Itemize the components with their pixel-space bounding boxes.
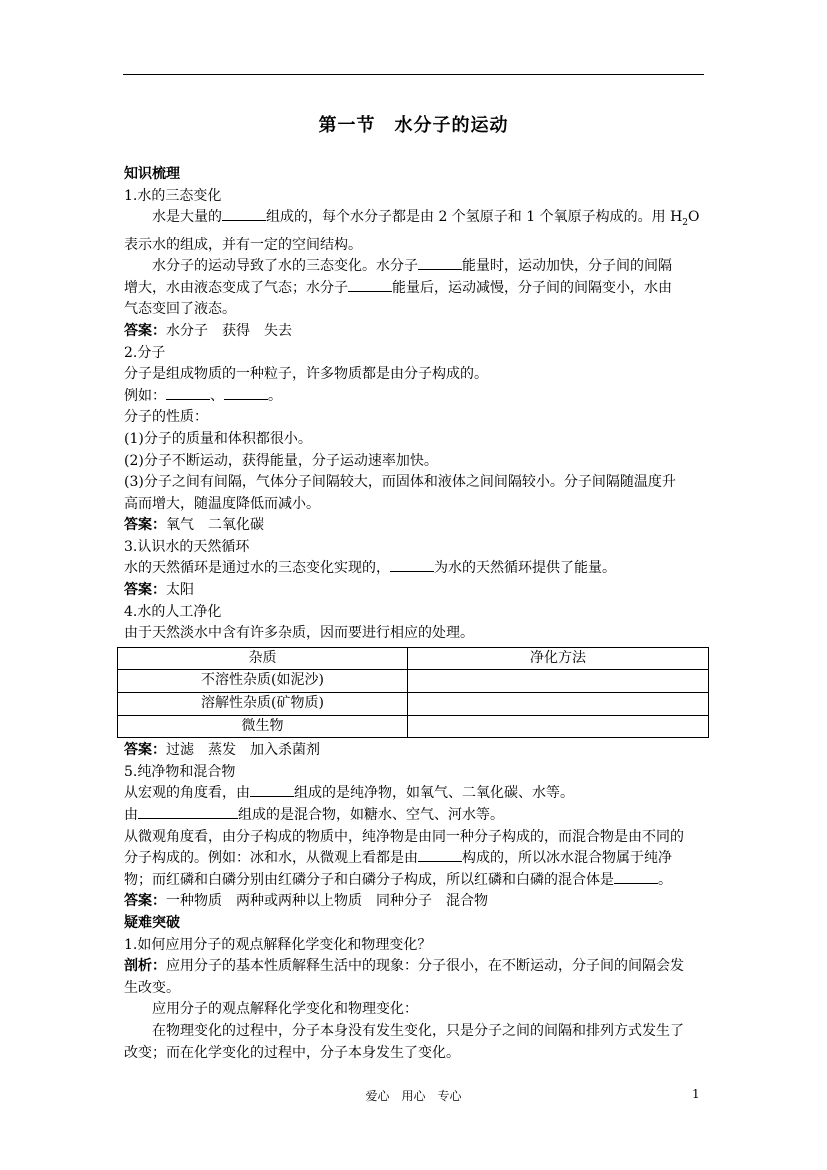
heading-3: 3.认识水的天然循环 — [124, 538, 250, 555]
fill-blank — [250, 783, 294, 797]
document-body — [124, 164, 706, 1064]
table-cell — [408, 715, 709, 738]
paragraph-11: 从宏观的角度看，由 组成的是纯净物，如氧气、二氧化碳、水等。 — [124, 785, 574, 802]
table-cell: 溶解性杂质(矿物质) — [118, 693, 408, 716]
fill-blank — [166, 386, 210, 400]
page-number: 1 — [692, 1087, 700, 1101]
paragraph-7: (2)分子不断运动，获得能量，分子运动速率加快。 — [124, 452, 438, 469]
analysis-1: 剖析：应用分子的基本性质解释生活中的现象：分子很小，在不断运动，分子间的间隔会发 — [124, 958, 684, 975]
paragraph-8-cont: 高而增大，随温度降低而减小。 — [124, 495, 320, 512]
answer-4: 答案：过滤 蒸发 加入杀菌剂 — [124, 742, 320, 759]
paragraph-13-end: 物；而红磷和白磷分别由红磷分子和白磷分子构成，所以红磷和白磷的混合体是 。 — [124, 871, 672, 888]
section-heading-difficulty: 疑难突破 — [124, 914, 180, 931]
answer-2: 答案：氧气 二氧化碳 — [124, 517, 264, 534]
question-1: 1.如何应用分子的观点解释化学变化和物理变化？ — [124, 936, 432, 953]
heading-1: 1.水的三态变化 — [124, 187, 222, 204]
table-cell — [408, 693, 709, 716]
paragraph-2-cont: 增大，水由液态变成了气态；水分子 能量后，运动减慢，分子间的间隔变小，水由 — [124, 279, 672, 296]
analysis-1-cont: 生改变。 — [124, 979, 180, 996]
answer-3: 答案：太阳 — [124, 582, 194, 599]
paragraph-4: 例如： 、 。 — [124, 387, 282, 404]
table-cell: 不溶性杂质(如泥沙) — [118, 670, 408, 693]
fill-blank — [418, 848, 462, 862]
table-cell — [408, 670, 709, 693]
paragraph-6: (1)分子的质量和体积都很小。 — [124, 430, 312, 447]
fill-blank — [222, 207, 266, 221]
paragraph-12: 由 组成的是混合物，如糖水、空气、河水等。 — [124, 807, 504, 824]
table-header-row — [118, 647, 709, 670]
fill-blank — [138, 805, 238, 819]
paragraph-13: 从微观角度看，由分子构成的物质中，纯净物是由同一种分子构成的，而混合物是由不同的 — [124, 828, 684, 845]
footer-text: 爱心 用心 专心 — [365, 1089, 462, 1103]
heading-5: 5.纯净物和混合物 — [124, 763, 236, 780]
paragraph-10: 由于天然淡水中含有许多杂质，因而要进行相应的处理。 — [124, 625, 474, 642]
heading-2: 2.分子 — [124, 344, 166, 361]
heading-4: 4.水的人工净化 — [124, 603, 222, 620]
impurity-table — [117, 647, 709, 738]
paragraph-8: (3)分子之间有间隔，气体分子间隔较大，而固体和液体之间间隔较小。分子间隔随温度升 — [124, 474, 676, 491]
fill-blank — [224, 386, 268, 400]
analysis-2: 应用分子的观点解释化学变化和物理变化： — [152, 1001, 418, 1018]
paragraph-5: 分子的性质： — [124, 409, 208, 426]
answer-1: 答案：水分子 获得 失去 — [124, 322, 292, 339]
analysis-3-cont: 改变；而在化学变化的过程中，分子本身发生了变化。 — [124, 1044, 460, 1061]
section-heading-knowledge: 知识梳理 — [124, 166, 180, 182]
answer-5: 答案：一种物质 两种或两种以上物质 同种分子 混合物 — [124, 893, 488, 910]
paragraph-9: 水的天然循环是通过水的三态变化实现的， 为水的天然循环提供了能量。 — [124, 560, 616, 577]
paragraph-13-cont: 分子构成的。例如：冰和水，从微观上看都是由 构成的，所以冰水混合物属于纯净 — [124, 850, 672, 867]
paragraph-3: 分子是组成物质的一种粒子，许多物质都是由分子构成的。 — [124, 366, 488, 383]
analysis-3: 在物理变化的过程中，分子本身没有发生变化，只是分子之间的间隔和排列方式发生了 — [152, 1022, 684, 1039]
paragraph-1: 水是大量的 组成的，每个水分子都是由 2 个氢原子和 1 个氧原子构成的。用 $H_2O$ — [152, 209, 700, 228]
fill-blank — [348, 278, 392, 292]
table-header: 净化方法 — [408, 647, 709, 670]
page-title: 第一节 水分子的运动 — [318, 115, 509, 136]
table-header: 杂质 — [118, 647, 408, 670]
fill-blank — [390, 558, 434, 572]
fill-blank — [614, 870, 658, 884]
table-cell: 微生物 — [118, 715, 408, 738]
paragraph-2-end: 气态变回了液态。 — [124, 301, 236, 318]
table-row — [118, 670, 709, 693]
table-row — [118, 693, 709, 716]
header-rule — [123, 74, 704, 75]
fill-blank — [418, 256, 462, 270]
paragraph-2: 水分子的运动导致了水的三态变化。水分子 能量时，运动加快，分子间的间隔 — [152, 258, 672, 275]
paragraph-1-cont: 表示水的组成，并有一定的空间结构。 — [124, 236, 362, 253]
table-row — [118, 715, 709, 738]
